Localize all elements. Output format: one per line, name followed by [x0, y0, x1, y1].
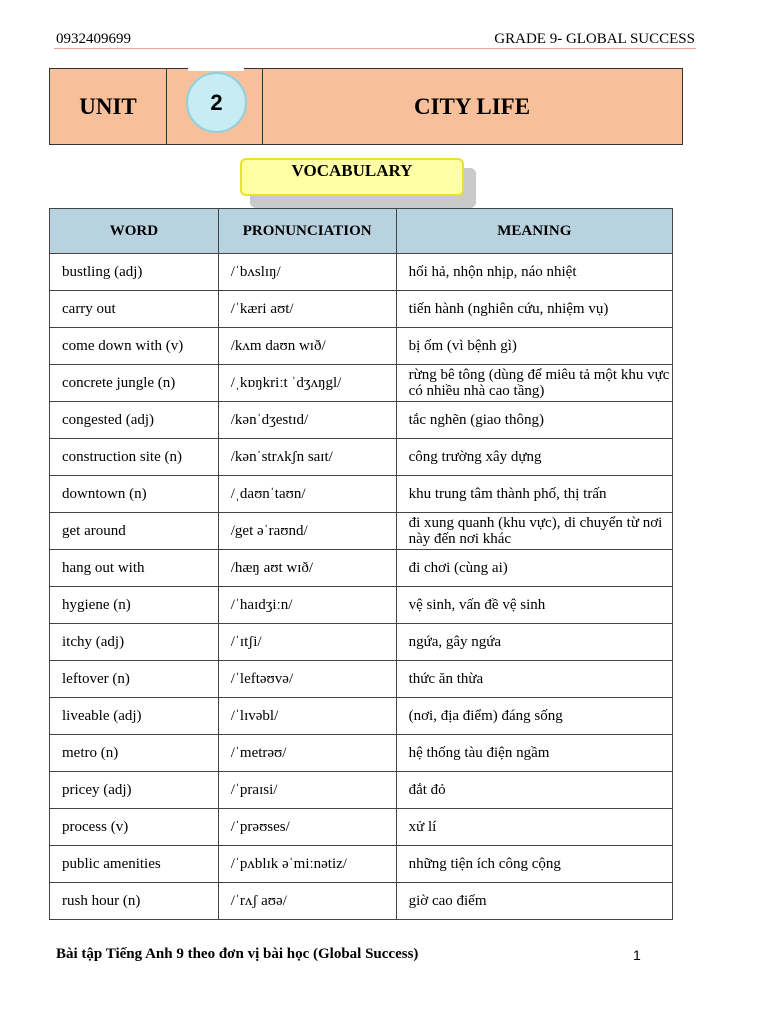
pronunciation-cell: /get əˈraʊnd/ [218, 513, 396, 550]
unit-number-cell [166, 69, 263, 144]
pronunciation-cell: /ˌdaʊnˈtaʊn/ [218, 476, 396, 513]
table-row [50, 365, 673, 402]
column-header-word: WORD [50, 209, 219, 254]
table-row [50, 328, 673, 365]
meaning-cell: (nơi, địa điểm) đáng sống [396, 698, 672, 735]
pronunciation-cell: /ˈrʌʃ aʊə/ [218, 883, 396, 920]
table-row [50, 587, 673, 624]
word-cell: hygiene (n) [50, 587, 219, 624]
pronunciation-cell: /ˈpʌblɪk əˈmiːnətiz/ [218, 846, 396, 883]
meaning-cell: vệ sinh, vấn đề vệ sinh [396, 587, 672, 624]
meaning-cell: bị ốm (vì bệnh gì) [396, 328, 672, 365]
course-title: GRADE 9- GLOBAL SUCCESS [494, 31, 695, 47]
unit-number-badge: 2 [186, 72, 247, 133]
meaning-cell: đi xung quanh (khu vực), di chuyển từ nơi này đến nơi khác [396, 513, 672, 550]
word-cell: come down with (v) [50, 328, 219, 365]
vocabulary-table [49, 208, 673, 920]
meaning-cell: hệ thống tàu điện ngầm [396, 735, 672, 772]
meaning-cell: xử lí [396, 809, 672, 846]
table-row [50, 846, 673, 883]
table-row [50, 698, 673, 735]
pronunciation-cell: /kənˈdʒestɪd/ [218, 402, 396, 439]
table-row [50, 735, 673, 772]
pronunciation-cell: /ˈlɪvəbl/ [218, 698, 396, 735]
table-row [50, 772, 673, 809]
pronunciation-cell: /ˈɪtʃi/ [218, 624, 396, 661]
footer-text: Bài tập Tiếng Anh 9 theo đơn vị bài học (Global Success) [56, 946, 419, 962]
table-row [50, 661, 673, 698]
pronunciation-cell: /ˈpraɪsi/ [218, 772, 396, 809]
unit-banner [49, 68, 683, 145]
meaning-cell: đắt đỏ [396, 772, 672, 809]
word-cell: hang out with [50, 550, 219, 587]
pronunciation-cell: /ˈmetrəʊ/ [218, 735, 396, 772]
pronunciation-cell: /kənˈstrʌkʃn saɪt/ [218, 439, 396, 476]
word-cell: leftover (n) [50, 661, 219, 698]
word-cell: itchy (adj) [50, 624, 219, 661]
header-divider [54, 48, 696, 49]
pronunciation-cell: /ˈhaɪdʒiːn/ [218, 587, 396, 624]
word-cell: liveable (adj) [50, 698, 219, 735]
pronunciation-cell: /ˈprəʊses/ [218, 809, 396, 846]
table-row [50, 550, 673, 587]
table-row [50, 476, 673, 513]
meaning-cell: giờ cao điểm [396, 883, 672, 920]
table-row [50, 291, 673, 328]
table-header-row [50, 209, 673, 254]
pronunciation-cell: /ˌkɒŋkriːt ˈdʒʌŋgl/ [218, 365, 396, 402]
meaning-cell: ngứa, gây ngứa [396, 624, 672, 661]
meaning-cell: công trường xây dựng [396, 439, 672, 476]
meaning-cell: rừng bê tông (dùng để miêu tả một khu vực có nhiều nhà cao tầng) [396, 365, 672, 402]
meaning-cell: đi chơi (cùng ai) [396, 550, 672, 587]
word-cell: public amenities [50, 846, 219, 883]
word-cell: carry out [50, 291, 219, 328]
table-row [50, 883, 673, 920]
pronunciation-cell: /ˈleftəʊvə/ [218, 661, 396, 698]
meaning-cell: thức ăn thừa [396, 661, 672, 698]
word-cell: downtown (n) [50, 476, 219, 513]
section-title: VOCABULARY [240, 158, 464, 196]
word-cell: pricey (adj) [50, 772, 219, 809]
unit-title: CITY LIFE [413, 93, 531, 119]
pronunciation-cell: /ˈkæri aʊt/ [218, 291, 396, 328]
table-row [50, 439, 673, 476]
table-row [50, 513, 673, 550]
page-number: 1 [633, 947, 641, 963]
meaning-cell: những tiện ích công cộng [396, 846, 672, 883]
meaning-cell: tắc nghẽn (giao thông) [396, 402, 672, 439]
column-header-pronunciation: PRONUNCIATION [218, 209, 396, 254]
word-cell: process (v) [50, 809, 219, 846]
pronunciation-cell: /hæŋ aʊt wɪð/ [218, 550, 396, 587]
word-cell: congested (adj) [50, 402, 219, 439]
column-header-meaning: MEANING [396, 209, 672, 254]
table-row [50, 402, 673, 439]
unit-label: UNIT [50, 69, 167, 144]
table-row [50, 254, 673, 291]
word-cell: rush hour (n) [50, 883, 219, 920]
table-row [50, 809, 673, 846]
meaning-cell: khu trung tâm thành phố, thị trấn [396, 476, 672, 513]
word-cell: metro (n) [50, 735, 219, 772]
table-row [50, 624, 673, 661]
word-cell: construction site (n) [50, 439, 219, 476]
pronunciation-cell: /ˈbʌslɪŋ/ [218, 254, 396, 291]
word-cell: concrete jungle (n) [50, 365, 219, 402]
word-cell: get around [50, 513, 219, 550]
word-cell: bustling (adj) [50, 254, 219, 291]
meaning-cell: tiến hành (nghiên cứu, nhiệm vụ) [396, 291, 672, 328]
pronunciation-cell: /kʌm daʊn wɪð/ [218, 328, 396, 365]
meaning-cell: hối hả, nhộn nhịp, náo nhiệt [396, 254, 672, 291]
phone-number: 0932409699 [56, 31, 131, 47]
